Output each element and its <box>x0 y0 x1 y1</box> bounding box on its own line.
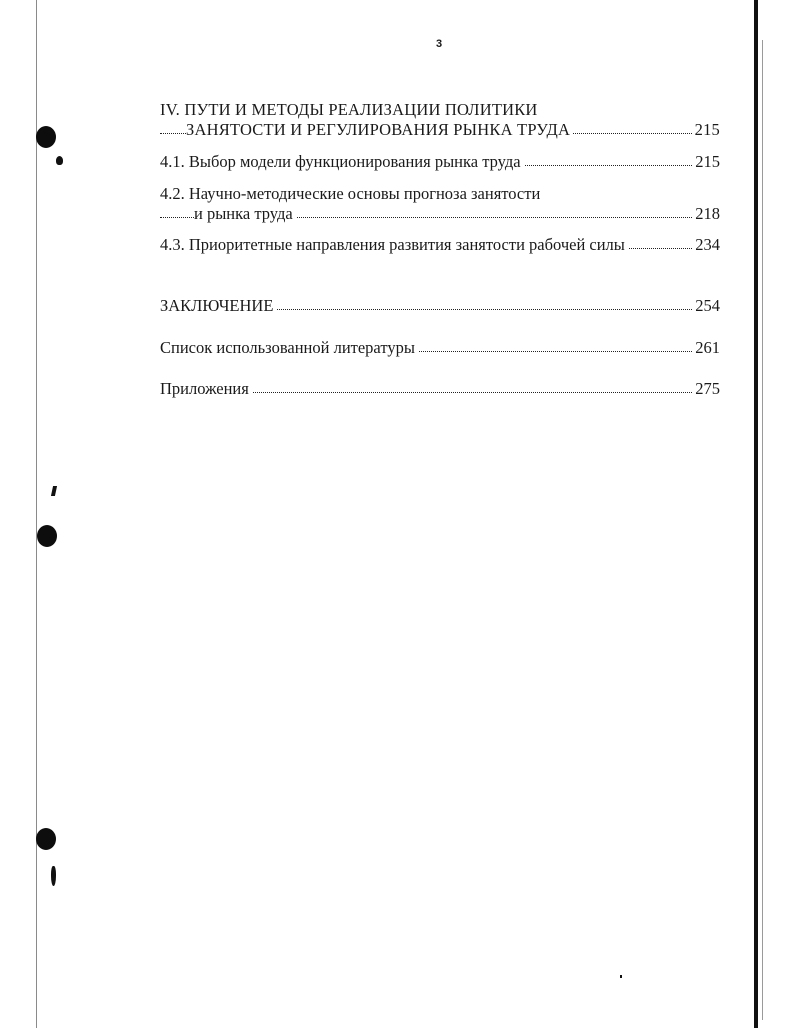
toc-page-number: 254 <box>695 296 720 315</box>
toc-page-number: 215 <box>695 152 720 171</box>
toc-appendices <box>160 379 720 399</box>
page-left-edge <box>36 0 37 1028</box>
toc-chapter-title-line2: ЗАНЯТОСТИ И РЕГУЛИРОВАНИЯ РЫНКА ТРУДА <box>186 120 573 140</box>
page-right-edge <box>754 0 758 1028</box>
toc-section-title-line1: 4.2. Научно-методические основы прогноза занятости <box>160 184 543 204</box>
toc-page-number: 261 <box>695 338 720 357</box>
punch-hole <box>37 525 57 547</box>
toc-chapter-title-line1: IV. ПУТИ И МЕТОДЫ РЕАЛИЗАЦИИ ПОЛИТИКИ <box>160 100 541 120</box>
scan-speck <box>620 975 622 978</box>
toc-page-number: 218 <box>695 204 720 223</box>
scan-speck <box>56 156 63 165</box>
toc-page-number: 234 <box>695 235 720 254</box>
toc-conclusion <box>160 296 720 316</box>
scan-speck <box>51 866 56 886</box>
toc-chapter-4 <box>160 100 720 140</box>
toc-section-4-3 <box>160 235 720 255</box>
toc-page-number: 215 <box>694 120 720 139</box>
toc-page-number: 275 <box>695 379 720 398</box>
punch-hole <box>36 126 56 148</box>
toc-section-title: 4.1. Выбор модели функционирования рынка труда <box>160 152 524 172</box>
punch-hole <box>36 828 56 850</box>
toc-section-title-line2: и рынка труда <box>194 204 296 224</box>
toc-conclusion-title: ЗАКЛЮЧЕНИЕ <box>160 296 276 316</box>
toc-section-4-2 <box>160 184 720 224</box>
page-right-edge-line <box>762 40 763 1020</box>
toc-section-4-1 <box>160 152 720 172</box>
toc-references-title: Список использованной литературы <box>160 338 418 358</box>
scan-speck <box>51 486 57 496</box>
toc-references <box>160 338 720 358</box>
page-number: 3 <box>435 38 443 50</box>
toc-appendices-title: Приложения <box>160 379 252 399</box>
toc-section-title: 4.3. Приоритетные направления развития занятости рабочей силы <box>160 235 628 255</box>
